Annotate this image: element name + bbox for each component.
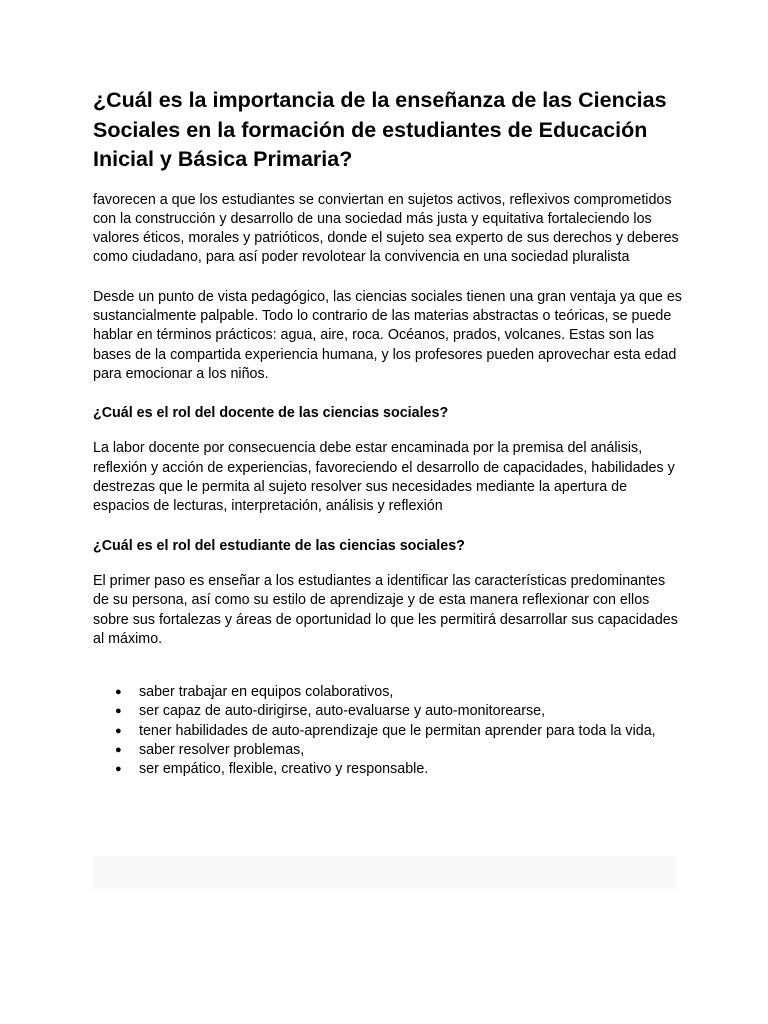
list-item-text: ser empático, flexible, creativo y responsable. xyxy=(139,761,429,778)
paragraph-rol-docente: La labor docente por consecuencia debe estar encaminada por la premisa del análisis, reflexión y acción de experiencias, favoreciendo el desarrollo de capacidades, habilidades y destrezas que le permita al sujeto resolver sus necesidades mediante la apertura de espacios de lecturas, interpretación, análisis y reflexión xyxy=(93,440,675,515)
paragraph-pedagogical: Desde un punto de vista pedagógico, las ciencias sociales tienen una gran ventaja ya que es sustancialmente palpable. Todo lo contrario de las materias abstractas o teóricas, se puede hablar en términos prácticos: agua, aire, roca. Océanos, prados, volcanes. Estas son las bases de la compartida experiencia humana, y los profesores pueden aprovechar esta edad para emocionar a los niños. xyxy=(93,288,682,382)
list-item-text: saber trabajar en equipos colaborativos, xyxy=(139,684,394,701)
list-item xyxy=(115,702,683,721)
list-item-text: tener habilidades de auto-aprendizaje que le permitan aprender para toda la vida, xyxy=(139,722,656,739)
list-item-text: ser capaz de auto-dirigirse, auto-evaluarse y auto-monitorearse, xyxy=(139,703,546,720)
list-item xyxy=(115,741,683,760)
document-title: ¿Cuál es la importancia de la enseñanza de las Ciencias Sociales en la formación de estudiantes de Educación Inicial y Básica Primaria? xyxy=(93,88,667,171)
list-item xyxy=(115,722,683,741)
list-item-text: saber resolver problemas, xyxy=(139,742,305,759)
paragraph-intro: favorecen a que los estudiantes se conviertan en sujetos activos, reflexivos comprometidos con la construcción y desarrollo de una sociedad más justa y equitativa fortaleciendo los valores éticos, morales y patrióticos, donde el sujeto sea experto de sus derechos y deberes como ciudadano, para así poder revolotear la convivencia en una sociedad pluralista xyxy=(93,191,679,266)
document-page xyxy=(93,86,683,780)
list-item xyxy=(115,683,683,702)
skills-list xyxy=(93,683,683,779)
heading-rol-docente: ¿Cuál es el rol del docente de las ciencias sociales? xyxy=(93,405,449,422)
bullet-icon: ● xyxy=(115,705,122,718)
heading-rol-estudiante: ¿Cuál es el rol del estudiante de las ciencias sociales? xyxy=(93,537,465,554)
list-item xyxy=(115,760,683,779)
paragraph-rol-estudiante: El primer paso es enseñar a los estudiantes a identificar las características predominantes de su persona, así como su estilo de aprendizaje y de esta manera reflexionar con ellos sobre sus fortalezas y áreas de oportunidad lo que les permitirá desarrollar sus capacidades al máximo. xyxy=(93,572,678,647)
bullet-icon: ● xyxy=(115,686,122,699)
bullet-icon: ● xyxy=(115,724,122,737)
bullet-icon: ● xyxy=(115,744,122,757)
bullet-icon: ● xyxy=(115,763,122,776)
empty-shaded-block xyxy=(93,856,676,889)
